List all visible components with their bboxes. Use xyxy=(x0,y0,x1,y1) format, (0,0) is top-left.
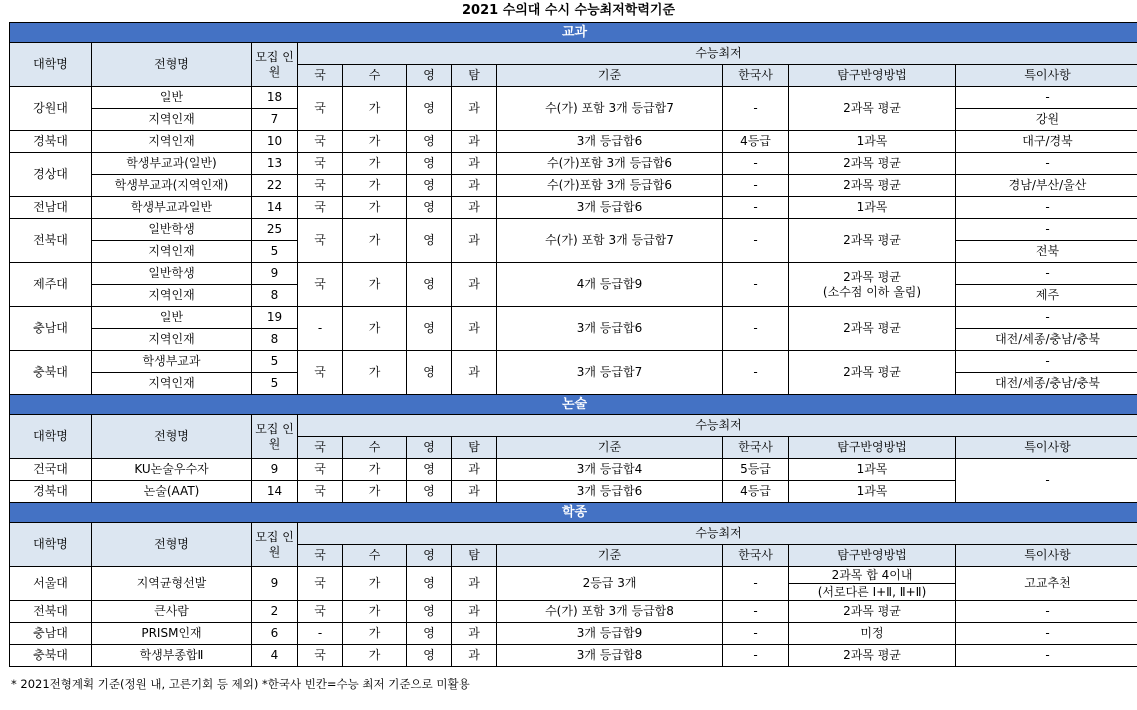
section-band xyxy=(10,23,1137,43)
cell-type: 큰사람 xyxy=(92,601,252,623)
cell-criteria: 수(가) 포함 3개 등급합7 xyxy=(497,87,723,131)
header-univ: 대학명 xyxy=(10,523,92,567)
cell-history: - xyxy=(723,87,789,131)
cell-criteria: 3개 등급합9 xyxy=(497,623,723,645)
cell-quota: 14 xyxy=(252,197,298,219)
header-col-eng: 영 xyxy=(407,437,452,459)
cell-history: 4등급 xyxy=(723,131,789,153)
cell-kor: 국 xyxy=(298,351,343,395)
cell-kor: - xyxy=(298,307,343,351)
cell-type: 학생부교과일반 xyxy=(92,197,252,219)
cell-univ: 제주대 xyxy=(10,263,92,307)
cell-inquiry-method: (서로다른 Ⅰ+Ⅱ, Ⅱ+Ⅱ) xyxy=(789,584,956,601)
cell-math: 가 xyxy=(343,219,407,263)
cell-eng: 영 xyxy=(407,307,452,351)
header-quota: 모집 인원 xyxy=(252,43,298,87)
cell-inq: 과 xyxy=(452,263,497,307)
cell-quota: 10 xyxy=(252,131,298,153)
cell-eng: 영 xyxy=(407,459,452,481)
cell-inq: 과 xyxy=(452,351,497,395)
cell-criteria: 수(가) 포함 3개 등급합8 xyxy=(497,601,723,623)
cell-criteria: 3개 등급합4 xyxy=(497,459,723,481)
header-col-history: 한국사 xyxy=(723,437,789,459)
admission-criteria-table xyxy=(9,22,1137,667)
cell-notes: - xyxy=(956,601,1137,623)
header-col-notes: 특이사항 xyxy=(956,437,1137,459)
cell-inq: 과 xyxy=(452,219,497,263)
cell-type: 논술(AAT) xyxy=(92,481,252,503)
header-col-kor: 국 xyxy=(298,65,343,87)
cell-kor: 국 xyxy=(298,481,343,503)
cell-inquiry-method: 2과목 평균 xyxy=(789,645,956,667)
cell-inquiry-method: 미정 xyxy=(789,623,956,645)
cell-kor: 국 xyxy=(298,601,343,623)
cell-inq: 과 xyxy=(452,175,497,197)
header-col-notes: 특이사항 xyxy=(956,545,1137,567)
cell-history: - xyxy=(723,175,789,197)
cell-criteria: 3개 등급합6 xyxy=(497,131,723,153)
header-type: 전형명 xyxy=(92,43,252,87)
header-col-history: 한국사 xyxy=(723,545,789,567)
cell-math: 가 xyxy=(343,601,407,623)
cell-univ: 충북대 xyxy=(10,351,92,395)
cell-inq: 과 xyxy=(452,623,497,645)
cell-math: 가 xyxy=(343,153,407,175)
cell-quota: 2 xyxy=(252,601,298,623)
cell-criteria: 수(가)포함 3개 등급합6 xyxy=(497,153,723,175)
table-row xyxy=(10,131,1137,153)
cell-history: - xyxy=(723,197,789,219)
section-label: 논술 xyxy=(10,395,1137,415)
cell-math: 가 xyxy=(343,131,407,153)
cell-notes: 제주 xyxy=(956,285,1137,307)
cell-criteria: 3개 등급합6 xyxy=(497,197,723,219)
cell-univ: 충남대 xyxy=(10,307,92,351)
header-suneung: 수능최저 xyxy=(298,43,1137,65)
header-col-notes: 특이사항 xyxy=(956,65,1137,87)
cell-inq: 과 xyxy=(452,153,497,175)
cell-inquiry-method: 1과목 xyxy=(789,459,956,481)
cell-type: 일반학생 xyxy=(92,219,252,241)
header-col-math: 수 xyxy=(343,437,407,459)
cell-quota: 19 xyxy=(252,307,298,329)
cell-math: 가 xyxy=(343,459,407,481)
header-suneung: 수능최저 xyxy=(298,523,1137,545)
cell-inquiry-method: 2과목 평균 xyxy=(789,307,956,351)
cell-history: - xyxy=(723,601,789,623)
cell-univ: 전남대 xyxy=(10,197,92,219)
cell-notes: - xyxy=(956,219,1137,241)
header-type: 전형명 xyxy=(92,523,252,567)
cell-eng: 영 xyxy=(407,131,452,153)
table-row xyxy=(10,307,1137,329)
header-quota: 모집 인원 xyxy=(252,523,298,567)
cell-notes: - xyxy=(956,307,1137,329)
cell-kor: 국 xyxy=(298,197,343,219)
cell-eng: 영 xyxy=(407,481,452,503)
cell-kor: 국 xyxy=(298,175,343,197)
cell-type: 지역인재 xyxy=(92,241,252,263)
header-col-eng: 영 xyxy=(407,65,452,87)
header-univ: 대학명 xyxy=(10,43,92,87)
cell-criteria: 수(가) 포함 3개 등급합7 xyxy=(497,219,723,263)
cell-criteria: 3개 등급합6 xyxy=(497,481,723,503)
cell-kor: 국 xyxy=(298,645,343,667)
cell-inq: 과 xyxy=(452,567,497,601)
table-row xyxy=(10,459,1137,481)
cell-univ: 충북대 xyxy=(10,645,92,667)
cell-inquiry-method: 1과목 xyxy=(789,131,956,153)
cell-type: 일반학생 xyxy=(92,263,252,285)
cell-notes: 대구/경북 xyxy=(956,131,1137,153)
cell-kor: 국 xyxy=(298,459,343,481)
cell-criteria: 3개 등급합8 xyxy=(497,645,723,667)
cell-notes: - xyxy=(956,351,1137,373)
cell-univ: 경상대 xyxy=(10,153,92,197)
cell-univ: 전북대 xyxy=(10,601,92,623)
header-quota: 모집 인원 xyxy=(252,415,298,459)
cell-eng: 영 xyxy=(407,87,452,131)
cell-kor: 국 xyxy=(298,131,343,153)
cell-criteria: 3개 등급합6 xyxy=(497,307,723,351)
table-row xyxy=(10,175,1137,197)
cell-math: 가 xyxy=(343,263,407,307)
cell-quota: 5 xyxy=(252,351,298,373)
cell-type: 지역인재 xyxy=(92,329,252,351)
cell-quota: 14 xyxy=(252,481,298,503)
cell-history: - xyxy=(723,623,789,645)
header-row xyxy=(10,415,1137,437)
cell-type: 학생부교과(일반) xyxy=(92,153,252,175)
cell-math: 가 xyxy=(343,567,407,601)
cell-quota: 8 xyxy=(252,329,298,351)
cell-univ: 서울대 xyxy=(10,567,92,601)
cell-notes: - xyxy=(956,645,1137,667)
cell-quota: 18 xyxy=(252,87,298,109)
header-col-history: 한국사 xyxy=(723,65,789,87)
cell-quota: 9 xyxy=(252,567,298,601)
cell-history: - xyxy=(723,153,789,175)
cell-inq: 과 xyxy=(452,601,497,623)
cell-inquiry-method: 2과목 평균 xyxy=(789,219,956,263)
table-row xyxy=(10,645,1137,667)
cell-quota: 6 xyxy=(252,623,298,645)
cell-quota: 5 xyxy=(252,241,298,263)
header-col-inq: 탐 xyxy=(452,545,497,567)
cell-type: 지역인재 xyxy=(92,285,252,307)
cell-univ: 경북대 xyxy=(10,131,92,153)
cell-inq: 과 xyxy=(452,645,497,667)
cell-type: PRISM인재 xyxy=(92,623,252,645)
cell-history: - xyxy=(723,307,789,351)
table-row xyxy=(10,153,1137,175)
header-univ: 대학명 xyxy=(10,415,92,459)
cell-kor: 국 xyxy=(298,219,343,263)
cell-history: - xyxy=(723,567,789,601)
cell-math: 가 xyxy=(343,175,407,197)
cell-eng: 영 xyxy=(407,601,452,623)
cell-univ: 강원대 xyxy=(10,87,92,131)
header-col-math: 수 xyxy=(343,65,407,87)
cell-history: - xyxy=(723,219,789,263)
cell-eng: 영 xyxy=(407,351,452,395)
header-col-kor: 국 xyxy=(298,545,343,567)
table-row xyxy=(10,351,1137,373)
cell-notes: 고교추천 xyxy=(956,567,1137,601)
footnote: * 2021전형계획 기준(정원 내, 고른기회 등 제외) *한국사 빈칸=수능 최저 기준으로 미활용 xyxy=(11,677,470,691)
table-row xyxy=(10,567,1137,584)
cell-inquiry-method: 2과목 평균 xyxy=(789,175,956,197)
cell-univ: 전북대 xyxy=(10,219,92,263)
cell-notes: 경남/부산/울산 xyxy=(956,175,1137,197)
cell-type: 일반 xyxy=(92,307,252,329)
cell-notes: - xyxy=(956,263,1137,285)
cell-criteria: 수(가)포함 3개 등급합6 xyxy=(497,175,723,197)
cell-notes: - xyxy=(956,153,1137,175)
cell-inq: 과 xyxy=(452,197,497,219)
header-col-eng: 영 xyxy=(407,545,452,567)
cell-quota: 8 xyxy=(252,285,298,307)
section-label: 교과 xyxy=(10,23,1137,43)
cell-math: 가 xyxy=(343,481,407,503)
header-col-criteria: 기준 xyxy=(497,545,723,567)
cell-type: 지역인재 xyxy=(92,131,252,153)
cell-quota: 9 xyxy=(252,459,298,481)
cell-eng: 영 xyxy=(407,153,452,175)
table-row xyxy=(10,219,1137,241)
cell-criteria: 4개 등급합9 xyxy=(497,263,723,307)
cell-notes: - xyxy=(956,623,1137,645)
cell-inq: 과 xyxy=(452,307,497,351)
cell-quota: 22 xyxy=(252,175,298,197)
header-col-math: 수 xyxy=(343,545,407,567)
header-col-inq: 탐 xyxy=(452,437,497,459)
cell-math: 가 xyxy=(343,307,407,351)
header-col-criteria: 기준 xyxy=(497,437,723,459)
header-col-kor: 국 xyxy=(298,437,343,459)
cell-quota: 13 xyxy=(252,153,298,175)
table-row xyxy=(10,87,1137,109)
cell-quota: 25 xyxy=(252,219,298,241)
cell-type: 학생부교과(지역인재) xyxy=(92,175,252,197)
cell-notes: - xyxy=(956,197,1137,219)
page-title: 2021 수의대 수시 수능최저학력기준 xyxy=(461,3,675,18)
table-row xyxy=(10,601,1137,623)
header-col-inquiry-method: 탐구반영방법 xyxy=(789,437,956,459)
section-band xyxy=(10,395,1137,415)
cell-univ: 충남대 xyxy=(10,623,92,645)
cell-notes: - xyxy=(956,87,1137,109)
cell-criteria: 2등급 3개 xyxy=(497,567,723,601)
cell-math: 가 xyxy=(343,351,407,395)
cell-eng: 영 xyxy=(407,567,452,601)
cell-history: 5등급 xyxy=(723,459,789,481)
cell-quota: 5 xyxy=(252,373,298,395)
header-row xyxy=(10,523,1137,545)
cell-univ: 경북대 xyxy=(10,481,92,503)
cell-notes: 대전/세종/충남/충북 xyxy=(956,329,1137,351)
table-row xyxy=(10,197,1137,219)
header-col-criteria: 기준 xyxy=(497,65,723,87)
cell-eng: 영 xyxy=(407,219,452,263)
cell-inquiry-method: 2과목 평균 xyxy=(789,601,956,623)
cell-history: - xyxy=(723,351,789,395)
cell-inq: 과 xyxy=(452,481,497,503)
cell-type: 지역인재 xyxy=(92,373,252,395)
cell-univ: 건국대 xyxy=(10,459,92,481)
cell-type: KU논술우수자 xyxy=(92,459,252,481)
section-label: 학종 xyxy=(10,503,1137,523)
cell-type: 일반 xyxy=(92,87,252,109)
cell-type: 학생부종합Ⅱ xyxy=(92,645,252,667)
cell-eng: 영 xyxy=(407,263,452,307)
cell-kor: 국 xyxy=(298,153,343,175)
cell-notes: 대전/세종/충남/충북 xyxy=(956,373,1137,395)
cell-kor: 국 xyxy=(298,567,343,601)
cell-math: 가 xyxy=(343,623,407,645)
cell-inq: 과 xyxy=(452,87,497,131)
cell-eng: 영 xyxy=(407,645,452,667)
header-col-inquiry-method: 탐구반영방법 xyxy=(789,65,956,87)
cell-math: 가 xyxy=(343,197,407,219)
cell-inquiry-method xyxy=(789,567,956,584)
cell-kor: - xyxy=(298,623,343,645)
cell-notes: 강원 xyxy=(956,109,1137,131)
cell-type: 학생부교과 xyxy=(92,351,252,373)
table-row xyxy=(10,263,1137,285)
cell-type: 지역균형선발 xyxy=(92,567,252,601)
cell-quota: 9 xyxy=(252,263,298,285)
cell-notes: 전북 xyxy=(956,241,1137,263)
cell-eng: 영 xyxy=(407,175,452,197)
cell-inquiry-method: 1과목 xyxy=(789,197,956,219)
cell-inquiry-method: 2과목 평균 xyxy=(789,351,956,395)
table-row xyxy=(10,623,1137,645)
cell-history: - xyxy=(723,263,789,307)
cell-eng: 영 xyxy=(407,623,452,645)
cell-inquiry-method: 2과목 평균 xyxy=(789,87,956,131)
cell-quota: 7 xyxy=(252,109,298,131)
cell-quota: 4 xyxy=(252,645,298,667)
cell-eng: 영 xyxy=(407,197,452,219)
header-col-inq: 탐 xyxy=(452,65,497,87)
cell-line: 2과목 평균 xyxy=(843,270,901,285)
cell-criteria: 3개 등급합7 xyxy=(497,351,723,395)
cell-kor: 국 xyxy=(298,87,343,131)
header-col-inquiry-method: 탐구반영방법 xyxy=(789,545,956,567)
cell-history: - xyxy=(723,645,789,667)
cell-inq: 과 xyxy=(452,131,497,153)
cell-inq: 과 xyxy=(452,459,497,481)
section-band xyxy=(10,503,1137,523)
header-type: 전형명 xyxy=(92,415,252,459)
cell-inquiry-method xyxy=(789,263,956,307)
cell-math: 가 xyxy=(343,87,407,131)
cell-history: 4등급 xyxy=(723,481,789,503)
cell-line: (소수점 이하 올림) xyxy=(822,284,922,299)
header-row xyxy=(10,43,1137,65)
cell-kor: 국 xyxy=(298,263,343,307)
cell-inquiry-method: 1과목 xyxy=(789,481,956,503)
header-suneung: 수능최저 xyxy=(298,415,1137,437)
cell-notes: - xyxy=(956,459,1137,503)
cell-line: 2과목 합 4이내 xyxy=(831,567,913,582)
cell-math: 가 xyxy=(343,645,407,667)
cell-type: 지역인재 xyxy=(92,109,252,131)
cell-inquiry-method: 2과목 평균 xyxy=(789,153,956,175)
